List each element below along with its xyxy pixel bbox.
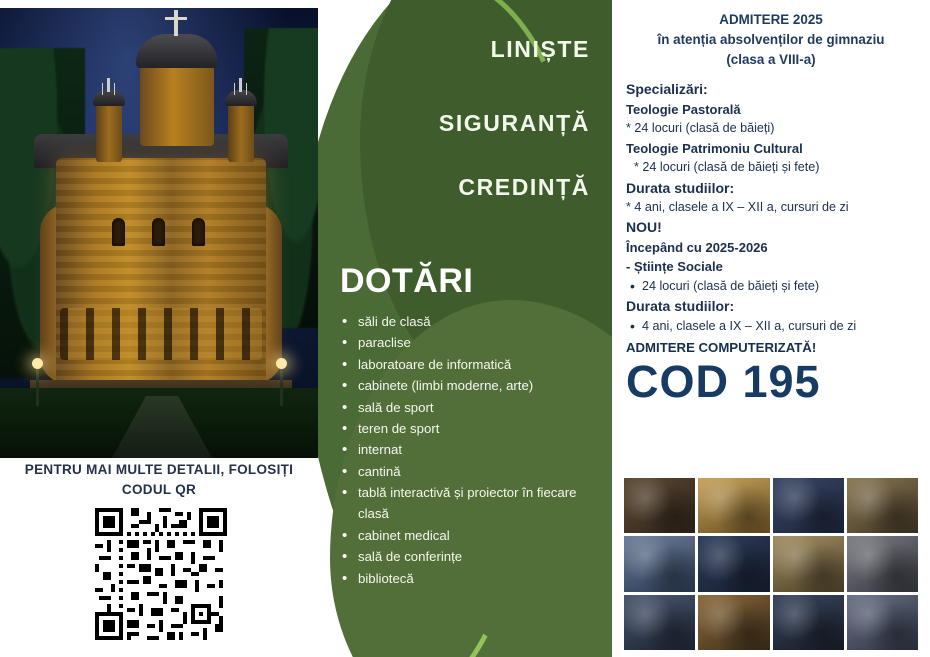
specialization-1-seats: * 24 locuri (clasă de băieți) xyxy=(626,121,775,136)
church-window xyxy=(112,218,125,246)
collage-photo xyxy=(698,478,769,533)
admission-heading-line1: ADMITERE 2025 xyxy=(719,12,823,27)
photo-collage xyxy=(624,478,918,650)
lamp-icon xyxy=(36,366,39,406)
social-sciences-name: - Științe Sociale xyxy=(626,259,723,275)
list-item: • internat xyxy=(340,439,608,460)
collage-photo xyxy=(698,536,769,591)
specializations-block xyxy=(626,79,916,177)
list-item: • sală de sport xyxy=(340,397,608,418)
list-item: • tablă interactivă și proiector în fiecare clasă xyxy=(340,482,608,525)
collage-photo xyxy=(698,595,769,650)
keyword-siguranta: SIGURANȚĂ xyxy=(438,110,590,136)
collage-photo xyxy=(847,478,918,533)
collage-photo xyxy=(773,595,844,650)
list-item: • cabinet medical xyxy=(340,525,608,546)
church-window xyxy=(152,218,165,246)
collage-photo xyxy=(847,595,918,650)
computerized-admission-note: ADMITERE COMPUTERIZATĂ! xyxy=(626,340,817,356)
collage-photo xyxy=(624,536,695,591)
keyword-credinta: CREDINȚĂ xyxy=(458,174,590,200)
specialization-1-name: Teologie Pastorală xyxy=(626,101,741,117)
admission-heading-line2: în atenția absolvenților de gimnaziu xyxy=(657,32,885,48)
admission-heading-line3: (clasa a VIII-a) xyxy=(726,52,816,68)
church-dome xyxy=(136,34,218,68)
duration-label: Durata studiilor: xyxy=(626,179,735,196)
social-sciences-seats: • 24 locuri (clasă de băieți și fete) xyxy=(626,277,916,297)
list-item: • cantină xyxy=(340,461,608,482)
list-item: • laboratoare de informatică xyxy=(340,354,608,375)
qr-code-icon xyxy=(95,508,227,640)
collage-photo xyxy=(847,536,918,591)
church-tower xyxy=(140,60,214,146)
collage-photo xyxy=(624,478,695,533)
lamp-icon-2 xyxy=(280,366,283,406)
monastery-photo xyxy=(0,8,318,458)
specialization-2-seats: * 24 locuri (clasă de băieți și fete) xyxy=(634,160,820,175)
collage-photo xyxy=(773,536,844,591)
duration-block xyxy=(626,178,916,218)
list-item: • paraclise xyxy=(340,332,608,353)
duration-value: * 4 ani, clasele a IX – XII a, cursuri de zi xyxy=(626,199,849,214)
specializations-label: Specializări: xyxy=(626,81,708,98)
starting-year: Începând cu 2025-2026 xyxy=(626,239,768,255)
collage-photo xyxy=(773,478,844,533)
dotari-section xyxy=(340,262,608,589)
list-item: • cabinete (limbi moderne, arte) xyxy=(340,375,608,396)
list-item: • teren de sport xyxy=(340,418,608,439)
list-item: • bibliotecă xyxy=(340,568,608,589)
list-item: • săli de clasă xyxy=(340,311,608,332)
specialization-2-name: Teologie Patrimoniu Cultural xyxy=(626,140,803,156)
keyword-liniste: LINIȘTE xyxy=(490,36,590,62)
cross-icon xyxy=(174,10,178,36)
church-turret-right xyxy=(228,104,254,162)
church-window xyxy=(192,218,205,246)
new-program-block xyxy=(626,217,916,336)
qr-caption: PENTRU MAI MULTE DETALII, FOLOSIȚI CODUL QR xyxy=(24,462,294,497)
list-item: • sală de conferințe xyxy=(340,546,608,567)
collage-photo xyxy=(624,595,695,650)
dotari-list xyxy=(340,311,608,589)
duration-value-2: • 4 ani, clasele a IX – XII a, cursuri de zi xyxy=(626,317,916,337)
church-arcade xyxy=(60,308,262,360)
church-turret-left xyxy=(96,104,122,162)
duration-label-2: Durata studiilor: xyxy=(626,298,735,315)
new-label: NOU! xyxy=(626,219,662,236)
admission-code: COD 195 xyxy=(626,356,821,408)
dotari-title: DOTĂRI xyxy=(340,262,474,300)
